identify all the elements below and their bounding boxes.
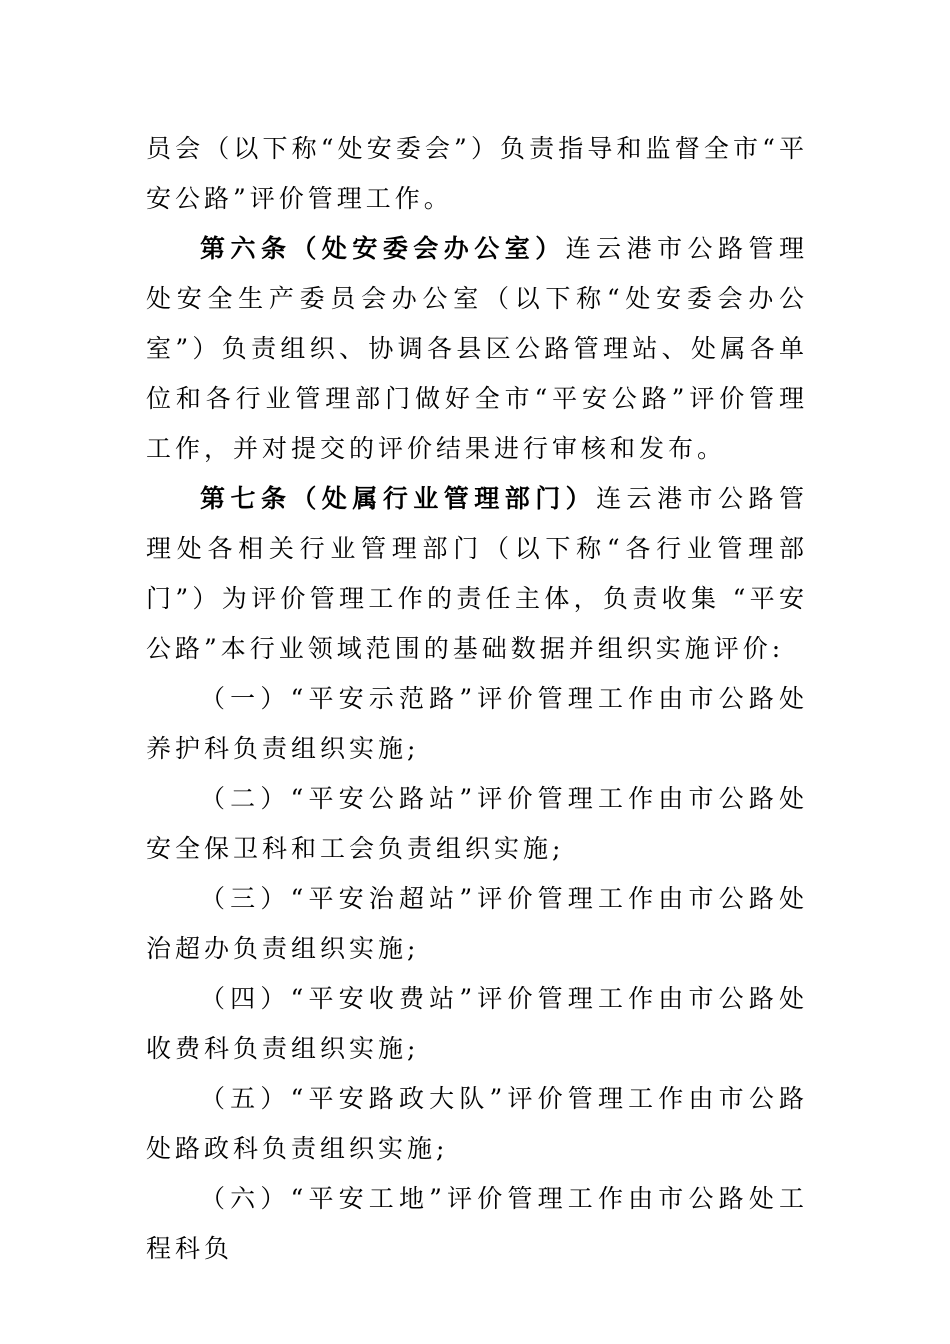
list-item-6 [146,1174,808,1274]
article-7-heading: 第七条（处属行业管理部门） [200,484,597,513]
list-item-2 [146,774,808,874]
list-item-4 [146,974,808,1074]
document-page [146,124,808,1274]
article-6-heading: 第六条（处安委会办公室） [200,234,566,263]
article-7-text: 连云港市公路管理处各相关行业管理部门（以下称“各行业管理部门”）为评价管理工作的责任主体，负责收集 “平安公路”本行业领域范围的基础数据并组织实施评价: [146,484,808,663]
list-item-text: （四）“平安收费站”评价管理工作由市公路处收费科负责组织实施; [146,984,808,1063]
paragraph-text: 员会（以下称“处安委会”）负责指导和监督全市“平安公路”评价管理工作。 [146,134,808,213]
article-6-paragraph [146,224,808,474]
list-item-text: （三）“平安治超站”评价管理工作由市公路处治超办负责组织实施; [146,884,808,963]
list-item-text: （一）“平安示范路”评价管理工作由市公路处养护科负责组织实施; [146,684,808,763]
article-6-text: 连云港市公路管理处安全生产委员会办公室（以下称“处安委会办公室”）负责组织、协调各县区公路管理站、处属各单位和各行业管理部门做好全市“平安公路”评价管理工作，并对提交的评价结果进行审核和发布。 [146,234,808,463]
list-item-text: （五）“平安路政大队”评价管理工作由市公路处路政科负责组织实施; [146,1084,808,1163]
list-item-text: （六）“平安工地”评价管理工作由市公路处工程科负 [146,1184,808,1263]
list-item-3 [146,874,808,974]
paragraph-continuation [146,124,808,224]
list-item-1 [146,674,808,774]
list-item-5 [146,1074,808,1174]
article-7-paragraph [146,474,808,674]
list-item-text: （二）“平安公路站”评价管理工作由市公路处安全保卫科和工会负责组织实施; [146,784,808,863]
